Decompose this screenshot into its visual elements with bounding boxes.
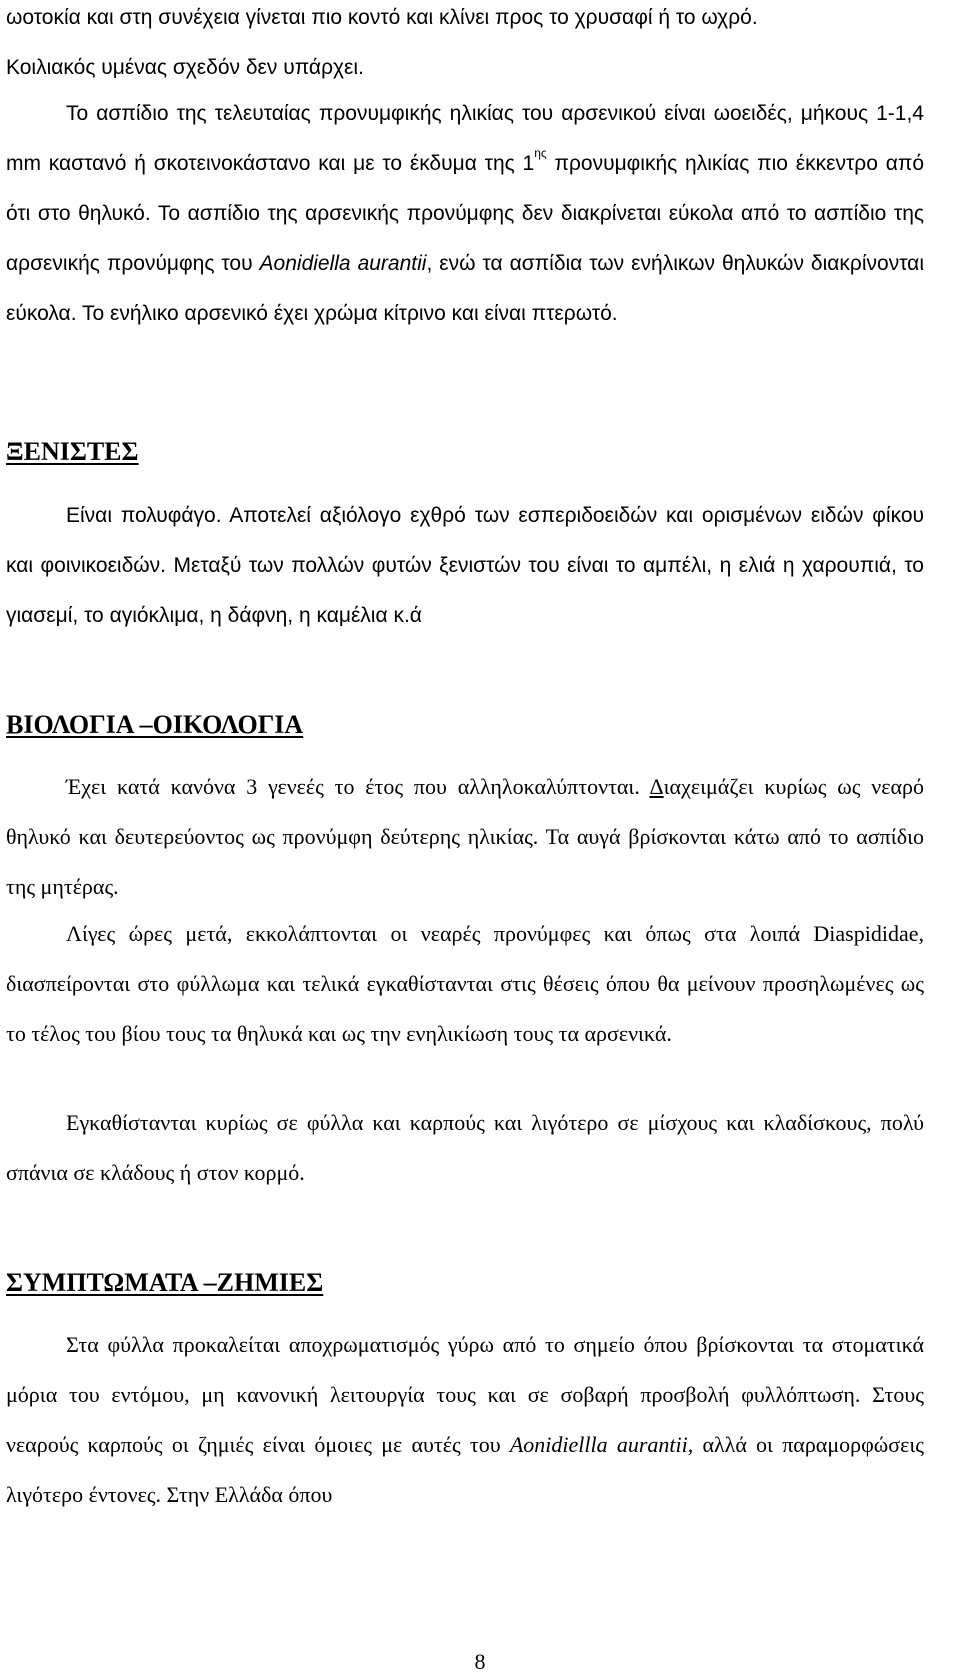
male-description-paragraph — [6, 89, 924, 339]
biology-text-b: ιαχειμάζει κυρίως ως νεαρό θηλυκό και δευτερεύοντος ως προνύμφη δεύτερης ηλικίας. Τα αυγά βρίσκονται κάτω από το ασπίδιο της μητέρας. — [6, 774, 925, 899]
biology-text-a: Έχει κατά κανόνα 3 γενεές το έτος που αλληλοκαλύπτονται. — [66, 774, 650, 799]
hosts-paragraph: Είναι πολυφάγο. Αποτελεί αξιόλογο εχθρό των εσπεριδοειδών και ορισμένων ειδών φίκου και φοινικοειδών. Μεταξύ των πολλών φυτών ξενιστών του είναι το αμπέλι, η ελιά η χαρουπιά, το γιασεμί, το αγιόκλιμα, η δάφνη, η καμέλια κ.ά — [6, 504, 924, 627]
intro-paragraph — [6, 0, 924, 93]
biology-paragraph-1 — [6, 762, 924, 912]
biology-paragraph-3: Εγκαθίστανται κυρίως σε φύλλα και καρπούς και λιγότερο σε μίσχους και κλαδίσκους, πολύ σπάνια σε κλάδους ή στον κορμό. — [6, 1110, 924, 1185]
male-text-b: προνυμφικής ηλικίας πιο έκκεντρο από ότι στο θηλυκό. Το ασπίδιο της αρσενικής προνύμφης δεν διακρίνεται εύκολα από το ασπίδιο της αρσενικής προνύμφης του — [6, 152, 924, 275]
section-heading-symptoms: ΣΥΜΠΤΩΜΑΤΑ –ΖΗΜΙΕΣ — [6, 1268, 324, 1297]
male-text-a: Το ασπίδιο της τελευταίας προνυμφικής ηλικίας του αρσενικού είναι ωοειδές, μήκους 1-1,4 mm καστανό ή σκοτεινοκάστανο και με το έκδυμα της 1 — [6, 102, 924, 175]
section-heading-hosts: ΞΕΝΙΣΤΕΣ — [6, 437, 139, 466]
biology-paragraph-2: Λίγες ώρες μετά, εκκολάπτονται οι νεαρές προνύμφες και όπως στα λοιπά Diaspididae, διασπείρονται στο φύλλωμα και τελικά εγκαθίστανται στις θέσεις όπου θα μείνουν προσηλωμένες ως το τέλος του βίου τους τα θηλυκά και ως την ενηλικίωση τους τα αρσενικά. — [6, 921, 924, 1046]
underlined-letter: Δ — [649, 774, 664, 799]
page-number: 8 — [474, 1649, 486, 1674]
symptoms-text-a: Στα φύλλα προκαλείται αποχρωματισμός γύρω από το σημείο όπου βρίσκονται τα στοματικά μόρια του εντόμου, μη κανονική λειτουργία τους και σε σοβαρή προσβολή φυλλόπτωση. Στους νεαρούς καρπούς οι ζημιές είναι όμοιες με αυτές του — [6, 1332, 924, 1457]
species-name: Aonidiella aurantii — [259, 252, 427, 275]
symptoms-text-b: αλλά οι παραμορφώσεις λιγότερο έντονες. Στην Ελλάδα όπου — [6, 1432, 925, 1507]
intro-line-1: ωοτοκία και στη συνέχεια γίνεται πιο κοντό και κλίνει προς το χρυσαφί ή το ωχρό. — [6, 6, 758, 29]
species-name: Aonidiellla aurantii, — [509, 1432, 694, 1457]
symptoms-paragraph — [6, 1320, 924, 1520]
ordinal-superscript: ης — [534, 146, 547, 160]
intro-line-2: Κοιλιακός υμένας σχεδόν δεν υπάρχει. — [6, 56, 364, 79]
section-heading-biology: ΒΙΟΛΟΓΙΑ –ΟΙΚΟΛΟΓΙΑ — [6, 710, 304, 739]
male-text-c: , ενώ τα ασπίδια των ενήλικων θηλυκών διακρίνονται εύκολα. Το ενήλικο αρσενικό έχει χρώμα κίτρινο και είναι πτερωτό. — [6, 252, 924, 325]
